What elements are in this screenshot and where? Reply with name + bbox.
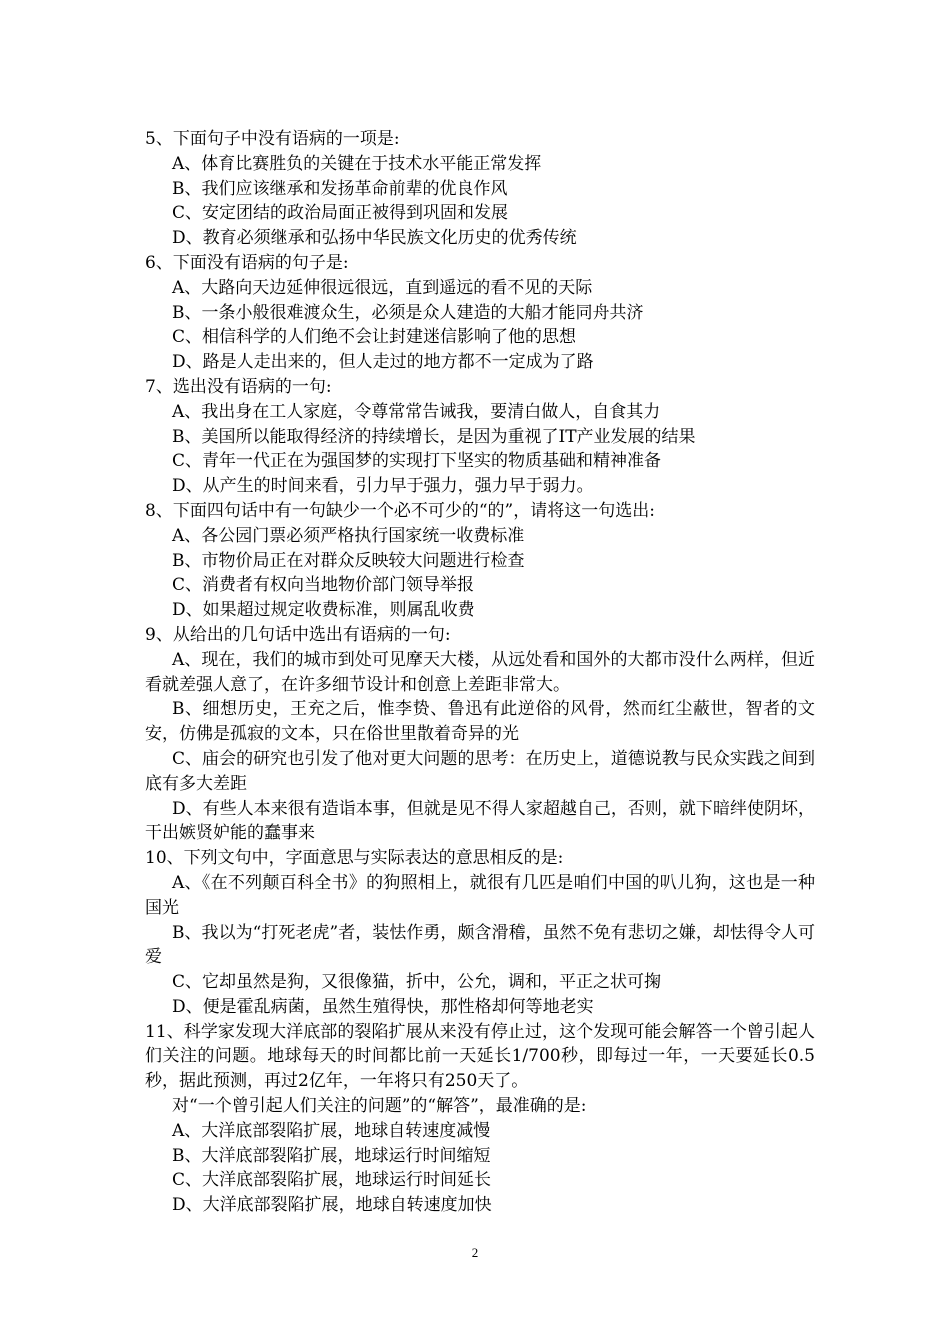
question-5-option-c: C、安定团结的政治局面正被得到巩固和发展 [172, 203, 509, 224]
page-number: 2 [471, 1245, 479, 1260]
question-5-stem: 5、下面句子中没有语病的一项是: [145, 129, 400, 149]
question-list [145, 127, 815, 1218]
question-5-option-b: B、我们应该继承和发扬革命前辈的优良作风 [172, 178, 508, 199]
question-11-option-d: D、大洋底部裂陷扩展，地球自转速度加快 [172, 1195, 492, 1216]
question-6-option-c: C、相信科学的人们绝不会让封建迷信影响了他的思想 [172, 327, 577, 348]
question-6-option-a: A、大路向天边延伸很远很远，直到遥远的看不见的天际 [172, 277, 593, 298]
question-9-stem: 9、从给出的几句话中选出有语病的一句: [145, 624, 451, 645]
question-7-option-a: A、我出身在工人家庭，令尊常常告诫我，要清白做人，自食其力 [172, 401, 661, 422]
question-9-option-a: A、现在，我们的城市到处可见摩天大楼，从远处看和国外的大都市没什么两样，但近看就差强人意了，在许多细节设计和创意上差距非常大。 [145, 649, 815, 695]
question-7-option-d: D、从产生的时间来看，引力早于强力，强力早于弱力。 [172, 476, 594, 497]
question-8-option-c: C、消费者有权向当地物价部门领导举报 [172, 575, 475, 596]
question-10-option-a: A、《在不列颠百科全书》的狗照相上，就很有几匹是咱们中国的叭儿狗，这也是一种国光 [145, 872, 815, 918]
question-11-option-c: C、大洋底部裂陷扩展，地球运行时间延长 [172, 1170, 492, 1191]
question-5-option-a: A、体育比赛胜负的关键在于技术水平能正常发挥 [172, 153, 542, 174]
question-11-substem: 对“一个曾引起人们关注的问题”的“解答”，最准确的是: [172, 1096, 587, 1117]
question-8-stem: 8、下面四句话中有一句缺少一个必不可少的“的”，请将这一句选出: [145, 500, 655, 521]
question-11-stem: 11、科学家发现大洋底部的裂陷扩展从来没有停止过，这个发现可能会解答一个曾引起人们关注的问题。地球每天的时间都比前一天延长1/700秒，即每过一年，一天要延长0.5秒，据此预测，再过2亿年，一年将只有250天了。 [145, 1021, 815, 1092]
question-6-option-b: B、一条小般很难渡众生，必须是众人建造的大船才能同舟共济 [172, 302, 644, 323]
question-7-option-b: B、美国所以能取得经济的持续增长，是因为重视了IT产业发展的结果 [172, 426, 696, 447]
question-9-option-d: D、有些人本来很有造诣本事，但就是见不得人家超越自己，否则，就下暗绊使阴坏，干出嫉贤妒能的蠢事来 [145, 798, 815, 844]
question-10-option-d: D、便是霍乱病菌，虽然生殖得快，那性格却何等地老实 [172, 996, 594, 1017]
question-7-stem: 7、选出没有语病的一句: [145, 376, 332, 397]
question-10-stem: 10、下列文句中，字面意思与实际表达的意思相反的是: [145, 848, 564, 869]
question-6-stem: 6、下面没有语病的句子是: [145, 252, 349, 273]
question-7-option-c: C、青年一代正在为强国梦的实现打下坚实的物质基础和精神准备 [172, 451, 662, 472]
question-11-option-a: A、大洋底部裂陷扩展，地球自转速度减慢 [172, 1120, 491, 1141]
question-10-option-c: C、它却虽然是狗，又很像猫，折中，公允，调和，平正之状可掬 [172, 972, 662, 993]
question-9-option-c: C、庙会的研究也引发了他对更大问题的思考：在历史上，道德说教与民众实践之间到底有多大差距 [145, 748, 815, 794]
question-9-option-b: B、细想历史，王充之后，惟李贽、鲁迅有此逆俗的风骨，然而红尘蔽世，智者的文安，仿佛是孤寂的文本，只在俗世里散着奇异的光 [145, 699, 815, 745]
question-8-option-d: D、如果超过规定收费标准，则属乱收费 [172, 600, 475, 621]
question-8-option-b: B、市物价局正在对群众反映较大问题进行检查 [172, 550, 525, 571]
question-10-option-b: B、我以为“打死老虎”者，装怯作勇，颇含滑稽，虽然不免有悲切之嫌，却怯得令人可爱 [145, 922, 815, 968]
question-5-option-d: D、教育必须继承和弘扬中华民族文化历史的优秀传统 [172, 228, 577, 249]
question-11-option-b: B、大洋底部裂陷扩展，地球运行时间缩短 [172, 1145, 491, 1166]
question-8-option-a: A、各公园门票必须严格执行国家统一收费标准 [172, 525, 525, 546]
question-6-option-d: D、路是人走出来的，但人走过的地方都不一定成为了路 [172, 352, 594, 373]
